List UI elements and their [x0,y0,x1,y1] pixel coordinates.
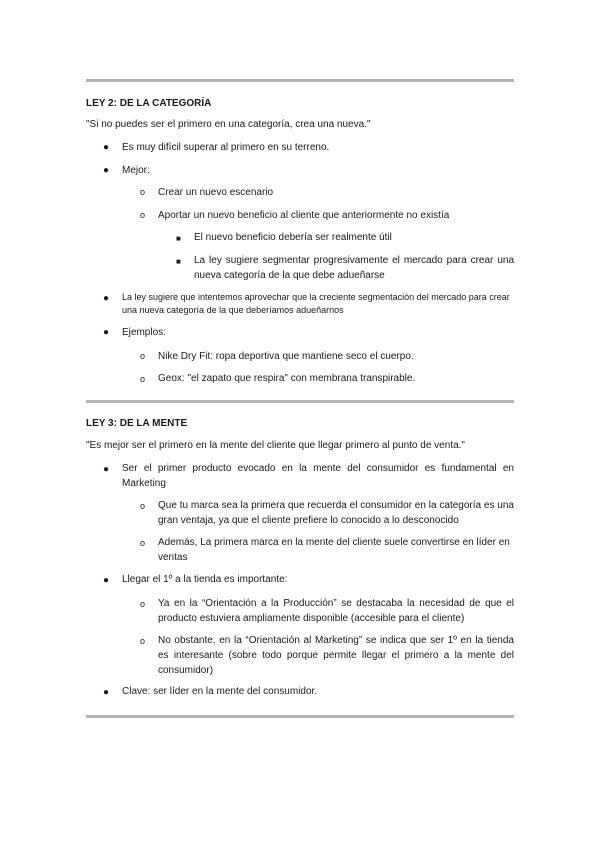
sub-bullet-icon: o [140,187,146,197]
list-item: Crear un nuevo escenario [158,187,274,198]
section-heading: LEY 3: DE LA MENTE [86,418,188,429]
bullet-icon: ● [103,142,110,153]
divider [86,715,514,718]
bullet-icon: ● [103,687,110,698]
list-item: Aportar un nuevo beneficio al cliente que anteriormente no existía [158,210,450,221]
sub-bullet-icon: o [140,351,146,361]
list-item: Nike Dry Fit: ropa deportiva que mantiene seco el cuerpo. [158,351,414,362]
bullet-icon: ● [103,327,110,338]
sub-bullet-icon: o [140,636,146,646]
list-item: Es muy difícil superar al primero en su terreno. [122,142,330,153]
list-item: Que tu marca sea la primera que recuerda el consumidor en la categoría es una gran ventaja, ya que el cliente prefiere lo conocido a lo desconocido [158,500,514,526]
section-quote: "Si no puedes ser el primero en una categoría, crea una nueva." [86,119,371,130]
list-item: Geox: "el zapato que respira" con membrana transpirable. [158,373,416,384]
bullet-icon: ● [103,293,110,304]
list-item: Llegar el 1º a la tienda es importante: [122,574,288,585]
divider [86,79,514,82]
sub-bullet-icon: o [140,538,146,548]
list-item: Además, La primera marca en la mente del cliente suele convertirse en líder en ventas [158,537,510,563]
list-item: Mejor: [122,165,150,176]
sub-bullet-icon: o [140,210,146,220]
bullet-icon: ● [103,575,110,586]
sub-bullet-icon: o [140,374,146,384]
list-item: No obstante, en la “Orientación al Marketing” se indica que ser 1º en la tienda es interesante (sobre todo porque permite llegar el primero a la mente del consumidor) [158,635,514,676]
list-item: Clave: ser líder en la mente del consumidor. [122,686,318,697]
list-item: El nuevo beneficio debería ser realmente útil [194,232,392,243]
list-item: La ley sugiere que intentemos aprovechar que la creciente segmentación del mercado para crear una nueva categoría de la que deberíamos adueñarnos [122,292,510,315]
list-item: La ley sugiere segmentar progresivamente el mercado para crear una nueva categoría de la que debe adueñarse [194,255,514,281]
list-item: Ya en la “Orientación a la Producción” se destacaba la necesidad de que el producto estuviera ampliamente disponible (accesible para el cliente) [158,598,514,624]
section-heading: LEY 2: DE LA CATEGORÍA [86,98,212,109]
divider [86,400,514,403]
square-bullet-icon: ■ [176,257,181,266]
bullet-icon: ● [103,464,110,475]
sub-bullet-icon: o [140,599,146,609]
square-bullet-icon: ■ [176,234,181,243]
list-item: Ejemplos: [122,327,166,338]
bullet-icon: ● [103,165,110,176]
list-item: Ser el primer producto evocado en la mente del consumidor es fundamental en Marketing [122,463,514,489]
section-quote: "Es mejor ser el primero en la mente del cliente que llegar primero al punto de venta." [86,440,465,451]
sub-bullet-icon: o [140,501,146,511]
